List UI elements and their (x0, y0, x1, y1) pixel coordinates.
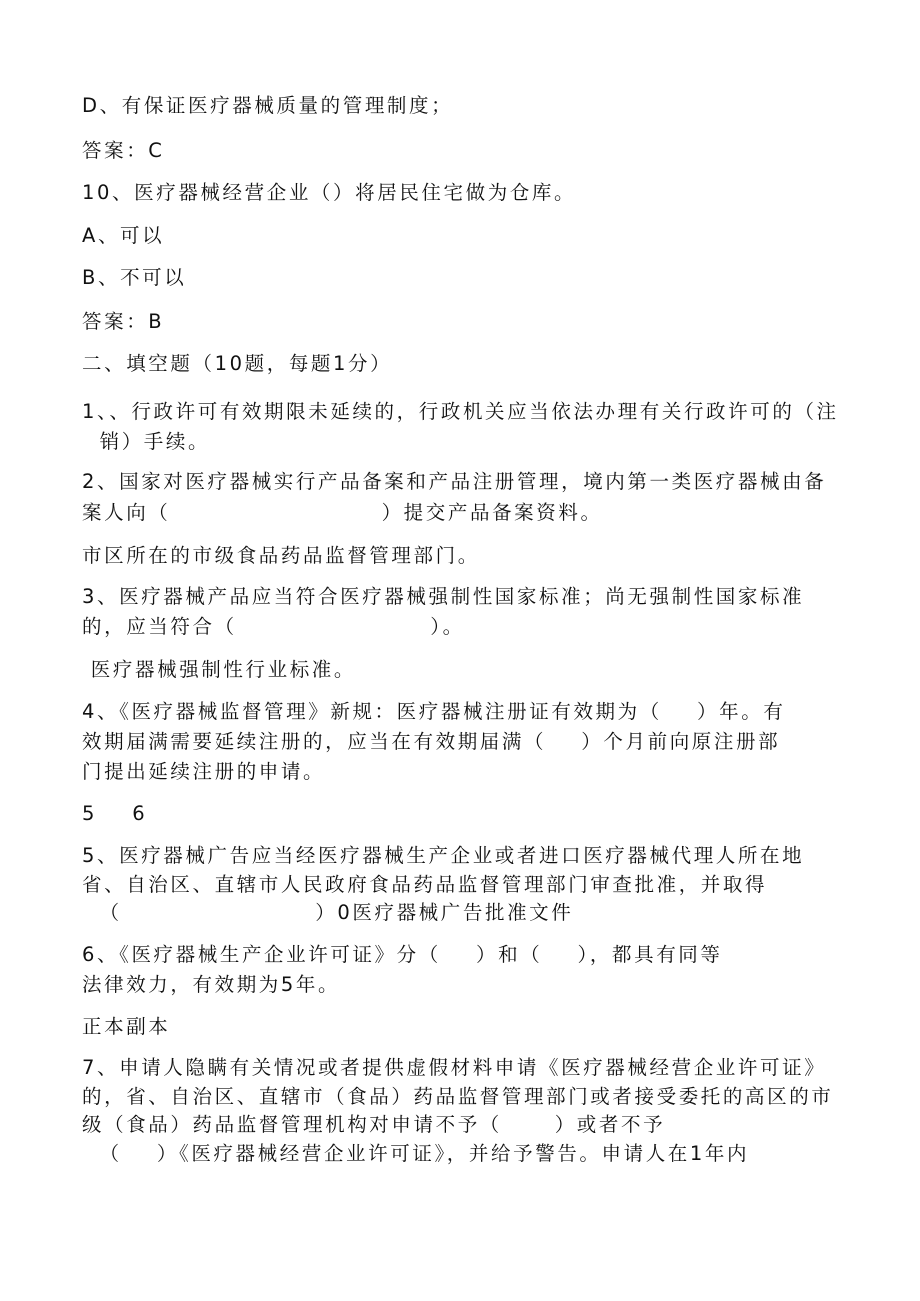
answer-text: 5 6 (82, 802, 148, 825)
answer-text: 医疗器械强制性行业标准。 (82, 658, 356, 681)
fill-question-3-line: 3、医疗器械产品应当符合医疗器械强制性国家标准；尚无强制性国家标准 (82, 585, 805, 608)
fill-question-7-line: 的，省、自治区、直辖市（食品）药品监督管理部门或者接受委托的高区的市 (82, 1085, 834, 1108)
fill-question-4-line: 门提出延续注册的申请。 (82, 760, 326, 783)
fill-question-4-line: 效期届满需要延续注册的，应当在有效期届满（ ）个月前向原注册部 (82, 730, 781, 753)
fill-question-1-line: 销）手续。 (82, 430, 211, 453)
fill-question-2-line: 案人向（ ）提交产品备案资料。 (82, 501, 603, 524)
fill-question-2-line: 2、国家对医疗器械实行产品备案和产品注册管理，境内第一类医疗器械由备 (82, 470, 827, 493)
section-heading: 二、填空题（10题，每题1分） (82, 352, 393, 375)
option-d-line: D、有保证医疗器械质量的管理制度； (82, 94, 454, 117)
answer-text: 正本副本 (82, 1015, 171, 1038)
fill-question-5-line: 省、自治区、直辖市人民政府食品药品监督管理部门审查批准，并取得 (82, 873, 768, 896)
option-b-line: B、不可以 (82, 266, 187, 289)
fill-question-1-line: 1、、行政许可有效期限未延续的，行政机关应当依法办理有关行政许可的（注 (82, 400, 839, 423)
fill-question-7-line: 7、申请人隐瞒有关情况或者提供虚假材料申请《医疗器械经营企业许可证》 (82, 1056, 827, 1079)
fill-question-6-line: 法律效力，有效期为5年。 (82, 973, 341, 996)
answer-text: 市区所在的市级食品药品监督管理部门。 (82, 544, 480, 567)
fill-question-7-line: 级（食品）药品监督管理机构对申请不予（ ）或者不予 (82, 1113, 666, 1136)
fill-question-7-line: （ ）《医疗器械经营企业许可证》，并给予警告。申请人在1年内 (82, 1142, 750, 1165)
fill-question-4-line: 4、《医疗器械监督管理》新规：医疗器械注册证有效期为（ ）年。有 (82, 700, 786, 723)
fill-question-3-line: 的，应当符合（ ）。 (82, 615, 465, 638)
answer-line: 答案：B (82, 310, 165, 333)
fill-question-6-line: 6、《医疗器械生产企业许可证》分（ ）和（ ），都具有同等 (82, 943, 723, 966)
option-a-line: A、可以 (82, 224, 165, 247)
answer-line: 答案：C (82, 139, 165, 162)
question-10-line: 10、医疗器械经营企业（）将居民住宅做为仓库。 (82, 181, 577, 204)
fill-question-5-line: （ ）0医疗器械广告批准文件 (82, 901, 574, 924)
fill-question-5-line: 5、医疗器械广告应当经医疗器械生产企业或者进口医疗器械代理人所在地 (82, 844, 805, 867)
